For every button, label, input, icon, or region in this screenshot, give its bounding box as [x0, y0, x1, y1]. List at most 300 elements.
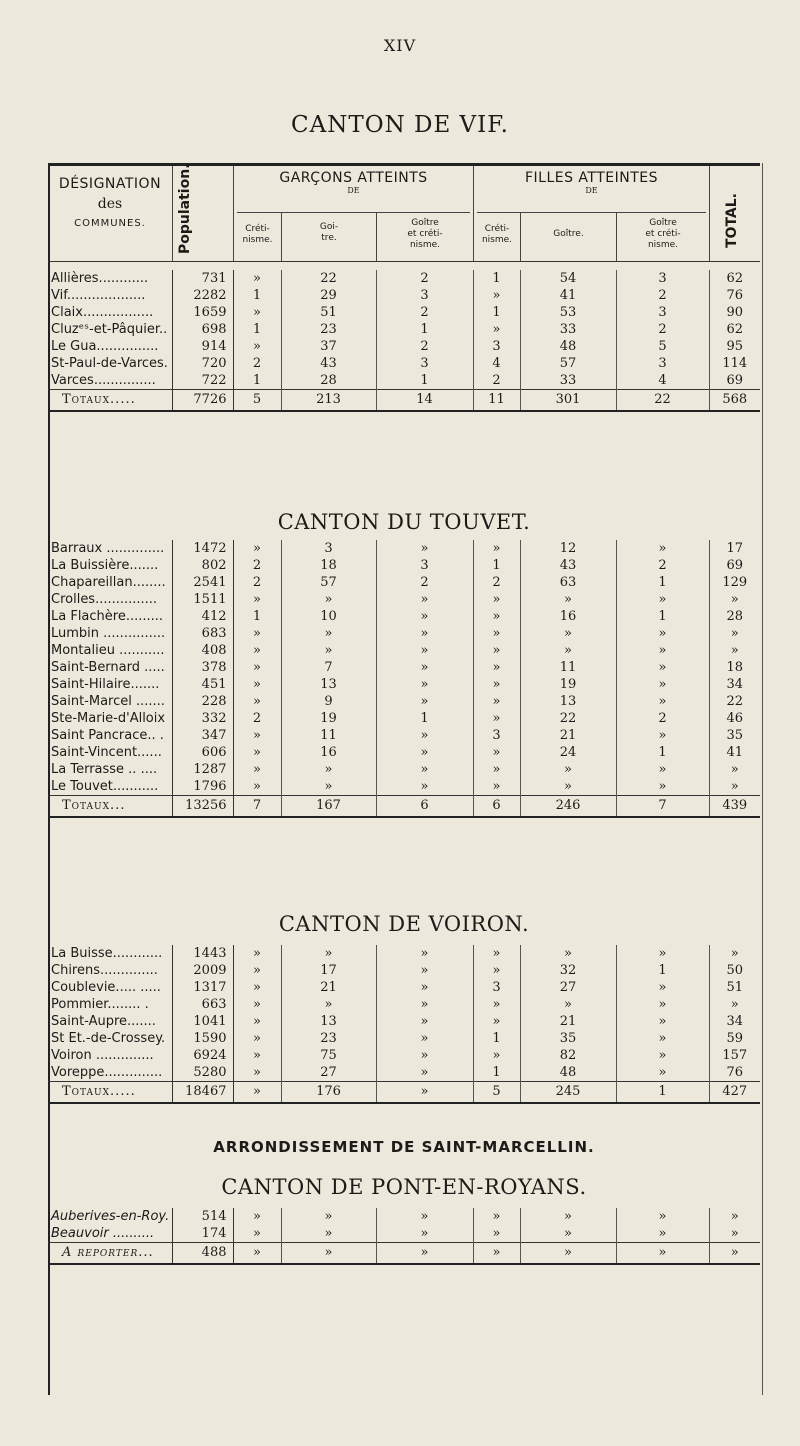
population-cell: 1472: [172, 540, 233, 557]
value-cell: »: [233, 1047, 281, 1064]
population-cell: 720: [172, 355, 233, 372]
value-cell: »: [281, 1225, 376, 1243]
value-cell: 3: [473, 979, 520, 996]
value-cell: »: [473, 710, 520, 727]
value-cell: 69: [726, 373, 744, 388]
total-row: [48, 1082, 760, 1104]
value-cell: 2: [233, 355, 281, 372]
value-cell: »: [376, 693, 473, 710]
table-row: [48, 608, 760, 625]
sub-label: Goître: [411, 218, 439, 228]
total-row: [48, 390, 760, 412]
table-row: [48, 557, 760, 574]
value-cell: 1: [473, 270, 520, 287]
value-cell: 48: [520, 1064, 616, 1082]
population-cell: 1659: [172, 304, 233, 321]
table-canton-pont-en-royans: [48, 1208, 760, 1265]
table-row: [48, 962, 760, 979]
value-cell: 5: [473, 1082, 520, 1104]
table-row: [48, 304, 760, 321]
population-cell: 2009: [172, 962, 233, 979]
commune-name: Varces...............: [51, 373, 156, 388]
value-cell: 3: [281, 540, 376, 557]
value-cell: 1: [616, 1082, 709, 1104]
value-cell: 5: [233, 390, 281, 412]
commune-name: Le Gua...............: [51, 339, 159, 354]
value-cell: 41: [520, 287, 616, 304]
commune-name: Auberives-en-Roy.: [51, 1209, 170, 1224]
value-cell: »: [233, 304, 281, 321]
population-cell: 731: [172, 270, 233, 287]
section-title-touvet: CANTON DU TOUVET.: [277, 510, 531, 534]
value-cell: »: [473, 778, 520, 796]
value-cell: 9: [281, 693, 376, 710]
commune-name: Saint-Marcel .......: [51, 694, 165, 709]
value-cell: 5: [616, 338, 709, 355]
value-cell: 167: [281, 796, 376, 818]
sub-label: Créti-: [245, 224, 270, 234]
table-row: [48, 1208, 760, 1225]
value-cell: 76: [726, 288, 744, 303]
table-row: [48, 693, 760, 710]
table-row: [48, 761, 760, 778]
value-cell: 1: [233, 287, 281, 304]
value-cell: »: [233, 1082, 281, 1104]
commune-name: Cluzᵉˢ-et-Pâquier..: [51, 322, 168, 337]
table-canton-touvet: [48, 540, 760, 818]
girls-group-de: DE: [585, 186, 598, 195]
value-cell: 59: [726, 1031, 744, 1046]
value-cell: 57: [281, 574, 376, 591]
table-row: [48, 540, 760, 557]
population-cell: 1317: [172, 979, 233, 996]
value-cell: »: [376, 608, 473, 625]
value-cell: 1: [616, 744, 709, 761]
value-cell: 2: [376, 304, 473, 321]
table-row: [48, 1047, 760, 1064]
value-cell: »: [730, 1226, 739, 1241]
value-cell: »: [376, 1030, 473, 1047]
commune-name: Saint-Bernard .....: [51, 660, 165, 675]
table-row: [48, 1225, 760, 1243]
value-cell: »: [709, 1243, 760, 1265]
population-cell: 228: [172, 693, 233, 710]
table-row: [48, 945, 760, 962]
value-cell: 245: [520, 1082, 616, 1104]
header-divider: [172, 166, 173, 261]
value-cell: 22: [616, 390, 709, 412]
value-cell: 22: [520, 710, 616, 727]
arrondissement-title: ARRONDISSEMENT DE SAINT-MARCELLIN.: [213, 1138, 595, 1156]
population-cell: 914: [172, 338, 233, 355]
value-cell: »: [233, 778, 281, 796]
value-cell: »: [376, 591, 473, 608]
commune-name: A reporter...: [48, 1243, 172, 1265]
table-row: [48, 659, 760, 676]
value-cell: »: [233, 1013, 281, 1030]
population-cell: 1511: [172, 591, 233, 608]
boys-group-header: [234, 170, 473, 195]
value-cell: »: [473, 1243, 520, 1265]
designation-des: des: [97, 196, 123, 212]
value-cell: »: [730, 592, 739, 607]
value-cell: 1: [473, 304, 520, 321]
header-divider: [709, 166, 710, 261]
value-cell: 12: [520, 540, 616, 557]
population-cell: 698: [172, 321, 233, 338]
value-cell: 62: [726, 271, 744, 286]
value-cell: »: [376, 1243, 473, 1265]
value-cell: 95: [726, 339, 744, 354]
population-cell: 347: [172, 727, 233, 744]
table-row: [48, 591, 760, 608]
value-cell: »: [233, 591, 281, 608]
population-cell: 514: [172, 1208, 233, 1225]
value-cell: »: [281, 1208, 376, 1225]
table-row: [48, 625, 760, 642]
commune-name: Allières............: [51, 271, 149, 286]
value-cell: »: [473, 608, 520, 625]
value-cell: »: [473, 287, 520, 304]
value-cell: »: [616, 761, 709, 778]
commune-name: Vif...................: [51, 288, 146, 303]
value-cell: 57: [520, 355, 616, 372]
value-cell: »: [616, 1064, 709, 1082]
value-cell: 76: [726, 1065, 744, 1080]
table-row: [48, 287, 760, 304]
page-title: CANTON DE VIF.: [291, 112, 509, 138]
value-cell: 21: [520, 1013, 616, 1030]
value-cell: »: [233, 625, 281, 642]
value-cell: 69: [726, 558, 744, 573]
value-cell: 13: [520, 693, 616, 710]
value-cell: »: [376, 727, 473, 744]
sub-label: et créti-: [407, 229, 443, 239]
designation-header: [48, 176, 172, 229]
commune-name: Crolles...............: [51, 592, 158, 607]
commune-name: La Buissière.......: [51, 558, 159, 573]
population-cell: 332: [172, 710, 233, 727]
value-cell: »: [376, 625, 473, 642]
commune-name: Claix.................: [51, 305, 154, 320]
value-cell: 34: [726, 1014, 744, 1029]
value-cell: 51: [281, 304, 376, 321]
population-cell: 722: [172, 372, 233, 390]
value-cell: 10: [281, 608, 376, 625]
value-cell: 2: [233, 710, 281, 727]
population-cell: 5280: [172, 1064, 233, 1082]
value-cell: »: [376, 979, 473, 996]
value-cell: »: [376, 1013, 473, 1030]
value-cell: »: [376, 962, 473, 979]
value-cell: »: [520, 1243, 616, 1265]
boys-both-header: [377, 218, 473, 251]
value-cell: 1: [233, 608, 281, 625]
commune-name: St-Paul-de-Varces.: [51, 356, 168, 371]
value-cell: 1: [376, 710, 473, 727]
value-cell: 19: [281, 710, 376, 727]
commune-name: Lumbin ...............: [51, 626, 166, 641]
value-cell: »: [376, 996, 473, 1013]
commune-name: Chirens..............: [51, 963, 158, 978]
value-cell: »: [376, 540, 473, 557]
value-cell: 16: [520, 608, 616, 625]
value-cell: 19: [520, 676, 616, 693]
value-cell: »: [376, 1225, 473, 1243]
boys-sub-rule: [237, 212, 470, 213]
population-cell: 7726: [172, 390, 233, 412]
girls-goitre-header: [521, 229, 616, 240]
value-cell: »: [616, 642, 709, 659]
value-cell: 32: [520, 962, 616, 979]
table-row: [48, 574, 760, 591]
section-title-voiron: CANTON DE VOIRON.: [278, 912, 530, 936]
value-cell: 3: [376, 355, 473, 372]
population-cell: 2282: [172, 287, 233, 304]
value-cell: 3: [376, 287, 473, 304]
value-cell: »: [616, 1047, 709, 1064]
value-cell: »: [376, 945, 473, 962]
commune-name: Totaux...: [48, 796, 172, 818]
value-cell: »: [616, 1208, 709, 1225]
value-cell: 3: [616, 355, 709, 372]
value-cell: »: [281, 996, 376, 1013]
value-cell: »: [473, 945, 520, 962]
value-cell: 35: [520, 1030, 616, 1047]
value-cell: »: [473, 676, 520, 693]
value-cell: »: [730, 946, 739, 961]
boys-goitre-header: [282, 222, 376, 244]
value-cell: »: [473, 1225, 520, 1243]
value-cell: 11: [520, 659, 616, 676]
value-cell: 50: [726, 963, 744, 978]
section-title-pont-en-royans: CANTON DE PONT-EN-ROYANS.: [221, 1175, 587, 1199]
value-cell: »: [233, 693, 281, 710]
value-cell: 1: [376, 321, 473, 338]
value-cell: 1: [616, 962, 709, 979]
table-header: [48, 163, 760, 262]
value-cell: »: [730, 997, 739, 1012]
value-cell: 1: [616, 574, 709, 591]
value-cell: 114: [722, 356, 748, 371]
commune-name: Saint-Hilaire.......: [51, 677, 160, 692]
value-cell: »: [376, 778, 473, 796]
value-cell: »: [473, 1047, 520, 1064]
value-cell: 2: [473, 372, 520, 390]
value-cell: »: [281, 945, 376, 962]
value-cell: »: [730, 643, 739, 658]
table-row: [48, 710, 760, 727]
value-cell: »: [616, 676, 709, 693]
table-row: [48, 996, 760, 1013]
value-cell: »: [281, 1243, 376, 1265]
value-cell: 54: [520, 270, 616, 287]
value-cell: 18: [726, 660, 744, 675]
designation-label: DÉSIGNATION: [58, 176, 162, 192]
table-row: [48, 676, 760, 693]
value-cell: »: [473, 540, 520, 557]
value-cell: 3: [473, 338, 520, 355]
total-header: TOTAL.: [724, 193, 740, 248]
commune-name: Saint Pancrace.. .: [51, 728, 164, 743]
value-cell: »: [473, 761, 520, 778]
population-header: Population.: [177, 163, 193, 254]
population-cell: 1590: [172, 1030, 233, 1047]
value-cell: »: [233, 727, 281, 744]
value-cell: »: [376, 1047, 473, 1064]
value-cell: »: [616, 778, 709, 796]
value-cell: 63: [520, 574, 616, 591]
value-cell: »: [616, 693, 709, 710]
population-cell: 1041: [172, 1013, 233, 1030]
sub-label: nisme.: [481, 235, 513, 245]
population-cell: 408: [172, 642, 233, 659]
value-cell: »: [616, 1243, 709, 1265]
value-cell: 37: [281, 338, 376, 355]
commune-name: Pommier........ .: [51, 997, 149, 1012]
sub-label: tre.: [321, 233, 337, 243]
population-cell: 13256: [172, 796, 233, 818]
value-cell: »: [730, 779, 739, 794]
girls-group-header: [474, 170, 709, 195]
value-cell: 2: [616, 287, 709, 304]
value-cell: 2: [376, 574, 473, 591]
commune-name: St Et.-de-Crossey.: [51, 1031, 166, 1046]
commune-name: La Terrasse .. ....: [51, 762, 158, 777]
value-cell: 22: [281, 270, 376, 287]
table-row: [48, 1030, 760, 1047]
value-cell: »: [473, 744, 520, 761]
value-cell: »: [376, 1064, 473, 1082]
value-cell: »: [233, 945, 281, 962]
value-cell: 34: [726, 677, 744, 692]
value-cell: »: [233, 1243, 281, 1265]
value-cell: »: [281, 778, 376, 796]
value-cell: »: [473, 625, 520, 642]
girls-both-header: [617, 218, 709, 251]
value-cell: »: [281, 642, 376, 659]
value-cell: 43: [520, 557, 616, 574]
commune-name: Montalieu ...........: [51, 643, 165, 658]
value-cell: »: [616, 727, 709, 744]
value-cell: »: [233, 659, 281, 676]
commune-name: Le Touvet...........: [51, 779, 159, 794]
value-cell: 16: [281, 744, 376, 761]
value-cell: »: [473, 591, 520, 608]
table-row: [48, 355, 760, 372]
value-cell: 1: [233, 372, 281, 390]
value-cell: 439: [709, 796, 760, 818]
value-cell: »: [233, 996, 281, 1013]
value-cell: 21: [281, 979, 376, 996]
value-cell: 2: [616, 321, 709, 338]
value-cell: »: [520, 642, 616, 659]
population-cell: 663: [172, 996, 233, 1013]
value-cell: 27: [520, 979, 616, 996]
population-cell: 606: [172, 744, 233, 761]
value-cell: 1: [233, 321, 281, 338]
value-cell: »: [233, 744, 281, 761]
value-cell: »: [473, 996, 520, 1013]
population-cell: 1287: [172, 761, 233, 778]
commune-name: Saint-Vincent......: [51, 745, 162, 760]
commune-name: Totaux.....: [48, 390, 172, 412]
table-row: [48, 744, 760, 761]
value-cell: 33: [520, 372, 616, 390]
value-cell: »: [520, 625, 616, 642]
value-cell: »: [376, 659, 473, 676]
value-cell: 41: [726, 745, 744, 760]
value-cell: 2: [376, 270, 473, 287]
value-cell: »: [616, 1013, 709, 1030]
table-canton-voiron: [48, 945, 760, 1104]
value-cell: 53: [520, 304, 616, 321]
table-row: [48, 321, 760, 338]
value-cell: »: [616, 540, 709, 557]
value-cell: 4: [473, 355, 520, 372]
value-cell: »: [616, 659, 709, 676]
value-cell: 18: [281, 557, 376, 574]
boys-group-label: GARÇONS ATTEINTS: [279, 170, 428, 186]
sub-label: nisme.: [647, 240, 679, 250]
value-cell: 3: [376, 557, 473, 574]
value-cell: 35: [726, 728, 744, 743]
commune-name: Beauvoir ..........: [51, 1226, 155, 1241]
value-cell: 213: [281, 390, 376, 412]
population-cell: 488: [172, 1243, 233, 1265]
value-cell: »: [520, 778, 616, 796]
population-cell: 378: [172, 659, 233, 676]
value-cell: »: [730, 626, 739, 641]
value-cell: 157: [722, 1048, 748, 1063]
table-row: [48, 1013, 760, 1030]
value-cell: 23: [281, 321, 376, 338]
value-cell: 246: [520, 796, 616, 818]
population-cell: 451: [172, 676, 233, 693]
value-cell: 11: [281, 727, 376, 744]
value-cell: 6: [473, 796, 520, 818]
population-cell: 6924: [172, 1047, 233, 1064]
value-cell: »: [616, 979, 709, 996]
commune-name: Totaux.....: [48, 1082, 172, 1104]
value-cell: »: [520, 996, 616, 1013]
commune-name: La Buisse............: [51, 946, 163, 961]
value-cell: 1: [473, 1030, 520, 1047]
value-cell: »: [520, 945, 616, 962]
sub-label: et créti-: [645, 229, 681, 239]
population-cell: 683: [172, 625, 233, 642]
value-cell: »: [233, 642, 281, 659]
value-cell: »: [233, 979, 281, 996]
value-cell: 33: [520, 321, 616, 338]
value-cell: »: [233, 1064, 281, 1082]
table-row: [48, 642, 760, 659]
sub-label: nisme.: [242, 235, 273, 245]
value-cell: 2: [616, 710, 709, 727]
value-cell: »: [281, 625, 376, 642]
value-cell: 13: [281, 676, 376, 693]
value-cell: 7: [616, 796, 709, 818]
value-cell: »: [616, 1225, 709, 1243]
value-cell: »: [376, 1082, 473, 1104]
value-cell: »: [233, 540, 281, 557]
sub-label: Goi-: [319, 222, 339, 232]
table-row: [48, 979, 760, 996]
value-cell: »: [616, 945, 709, 962]
value-cell: 568: [709, 390, 760, 412]
value-cell: »: [520, 591, 616, 608]
value-cell: »: [616, 996, 709, 1013]
